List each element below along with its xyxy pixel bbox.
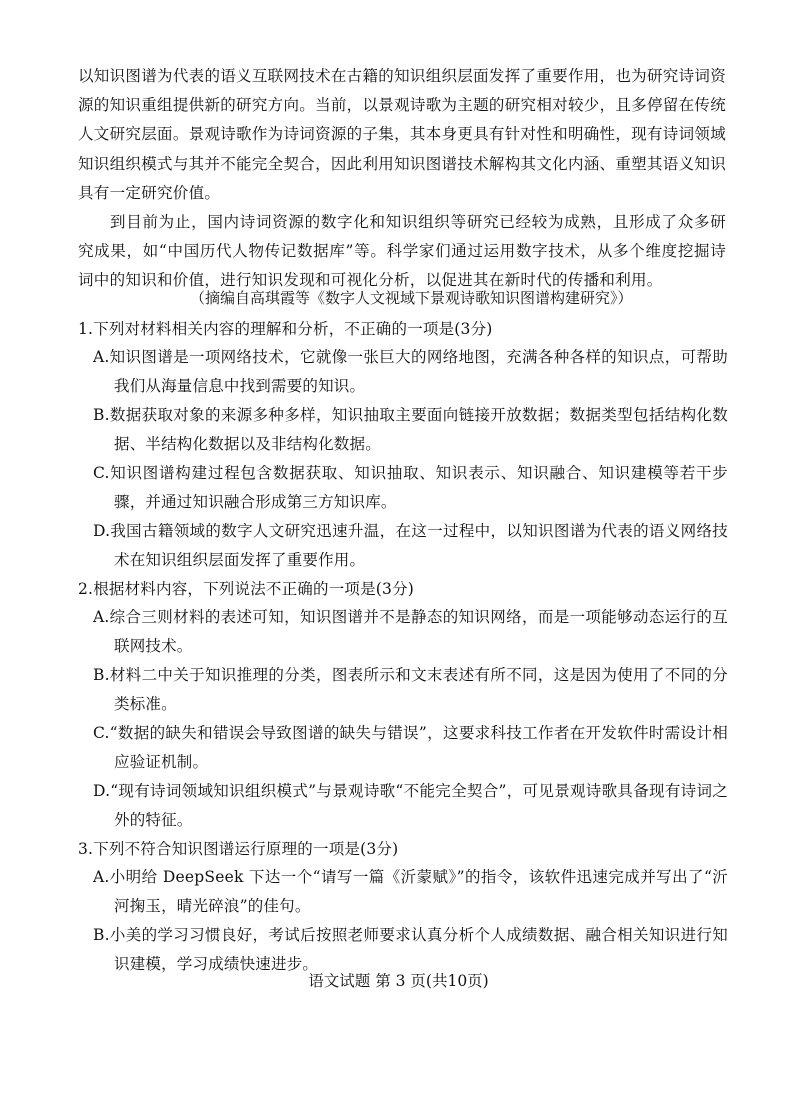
option-c: C.知识图谱构建过程包含数据获取、知识抽取、知识表示、知识融合、知识建模等若干步骤，并通过知识融合形成第三方知识库。 [93, 464, 728, 511]
option-a: A.综合三则材料的表述可知，知识图谱并不是静态的知识网络，而是一项能够动态运行的互联网技术。 [93, 608, 728, 655]
option-a: A.知识图谱是一项网络技术，它就像一张巨大的网络地图，充满各种各样的知识点，可帮助我们从海量信息中找到需要的知识。 [93, 348, 728, 395]
question-1 [78, 315, 728, 575]
question-stem: 3.下列不符合知识图谱运行原理的一项是(3分) [78, 840, 399, 858]
page-footer: 语文试题 第 3 页(共10页) [308, 972, 489, 990]
option-b: B.小美的学习习惯良好，考试后按照老师要求认真分析个人成绩数据、融合相关知识进行知识建模，学习成绩快速进步。 [93, 926, 728, 973]
option-d: D.我国古籍领域的数字人文研究迅速升温，在这一过程中，以知识图谱为代表的语义网络技术在知识组织层面发挥了重要作用。 [93, 522, 728, 569]
question-stem: 2.根据材料内容，下列说法不正确的一项是(3分) [78, 580, 415, 598]
passage-paragraph-1: 以知识图谱为代表的语义互联网技术在古籍的知识组织层面发挥了重要作用，也为研究诗词资源的知识重组提供新的研究方向。当前，以景观诗歌为主题的研究相对较少，且多停留在传统人文研究层面。景观诗歌作为诗词资源的子集，其本身更具有针对性和明确性，现有诗词领域知识组织模式与其并不能完全契合，因此利用知识图谱技术解构其文化内涵、重塑其语义知识具有一定研究价值。 [78, 67, 726, 202]
question-2 [78, 575, 728, 835]
passage-paragraph-2: 到目前为止，国内诗词资源的数字化和知识组织等研究已经较为成熟，且形成了众多研究成果，如“中国历代人物传记数据库”等。科学家们通过运用数字技术，从多个维度挖掘诗词中的知识和价值，进行知识发现和可视化分析，以促进其在新时代的传播和利用。 [78, 213, 726, 290]
question-3 [78, 835, 728, 979]
option-c: C.“数据的缺失和错误会导致图谱的缺失与错误”，这要求科技工作者在开发软件时需设计相应验证机制。 [93, 724, 728, 771]
option-b: B.数据获取对象的来源多种多样，知识抽取主要面向链接开放数据；数据类型包括结构化数据、半结构化数据以及非结构化数据。 [93, 406, 728, 453]
passage-source: （摘编自高琪霞等《数字人文视域下景观诗歌知识图谱构建研究》） [190, 289, 633, 307]
question-stem: 1.下列对材料相关内容的理解和分析，不正确的一项是(3分) [78, 320, 493, 338]
question-list [78, 315, 728, 979]
option-d: D.“现有诗词领域知识组织模式”与景观诗歌“不能完全契合”，可见景观诗歌具备现有诗词之外的特征。 [93, 782, 728, 829]
reading-passage [78, 62, 726, 296]
option-a: A.小明给 DeepSeek 下达一个“请写一篇《沂蒙赋》”的指令，该软件迅速完成并写出了“沂河掬玉，晴光碎浪”的佳句。 [93, 868, 728, 915]
option-b: B.材料二中关于知识推理的分类，图表所示和文末表述有所不同，这是因为使用了不同的分类标准。 [93, 666, 728, 713]
